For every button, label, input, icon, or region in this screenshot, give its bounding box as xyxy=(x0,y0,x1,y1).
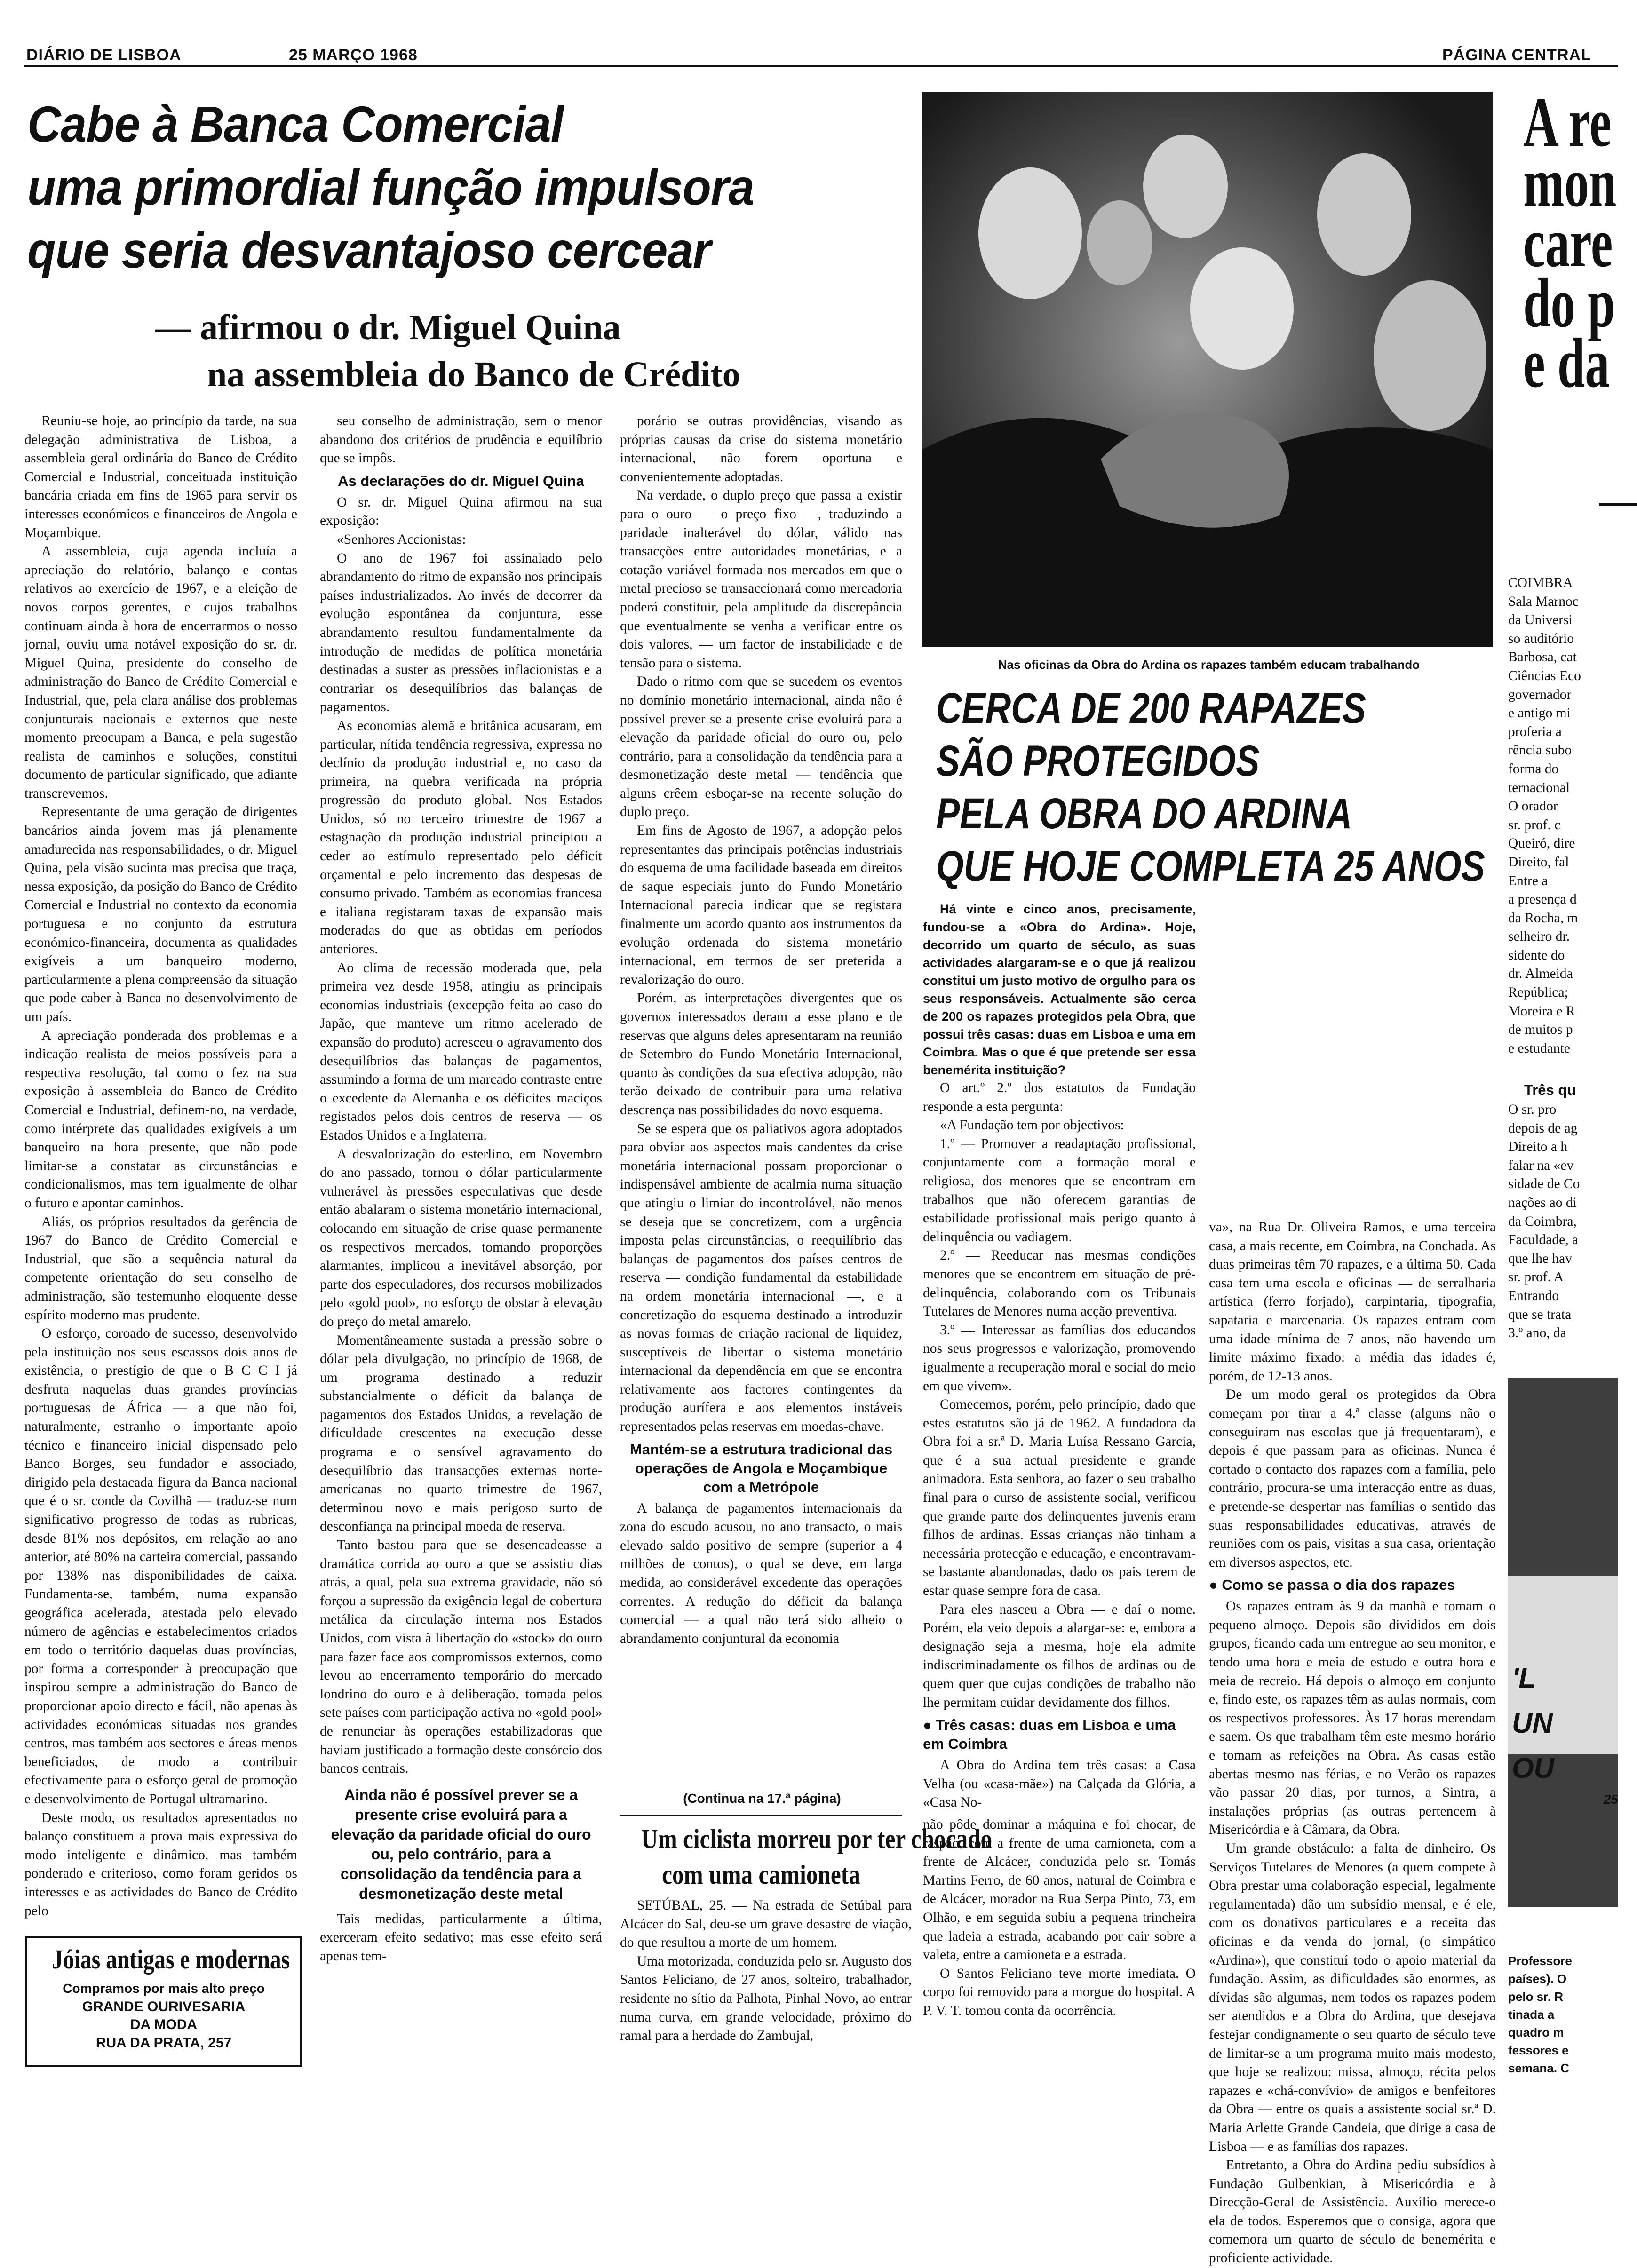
text-line: Entre a xyxy=(1508,873,1548,888)
text-line: sr. prof. c xyxy=(1508,817,1561,833)
ad-address: RUA DA PRATA, 257 xyxy=(95,2035,232,2051)
paragraph: O Santos Feliciano teve morte imediata. O corpo foi removido para a morgue do hospital. A P. V. T. tomou conta da ocorrência. xyxy=(923,1966,1196,2018)
caption-line: Professore xyxy=(1508,1954,1572,1968)
poster-text: OU xyxy=(1512,1753,1554,1784)
ardina-headline-line-1: CERCA DE 200 RAPAZES xyxy=(936,684,1366,732)
text-line: Moreira e R xyxy=(1508,1003,1575,1019)
text-line: e antigo mi xyxy=(1508,706,1571,721)
text-line: Barbosa, cat xyxy=(1508,650,1577,665)
ardina-column-2 xyxy=(1209,1218,1496,2266)
ad-line: DA MODA xyxy=(130,2017,198,2032)
caption-line: fessores e xyxy=(1508,2043,1569,2057)
paragraph: Reuniu-se hoje, ao princípio da tarde, na sua delegação administrativa de Lisboa, a assembleia geral ordinária do Banco de Crédito Comercial e Industrial, conceituada instituição bancária criada em fins de 1965 para servir os interesses económicos e financeiros de Angola e Moçambique. xyxy=(24,413,297,540)
text-line: 3.º ano, da xyxy=(1508,1325,1566,1341)
right-edge-column xyxy=(1508,574,1618,1082)
paragraph: Os rapazes entram às 9 da manhã e tomam o pequeno almoço. Depois são divididos em dois grupos, ficando cada um entregue ao seu monitor, e tendo uma hora e meia de estudo e outra hora e meia de recreio. Há depois o almoço em conjunto e, findo este, os rapazes têm as aulas normais, com os respectivos professores. Às 17 horas merendam e saem. Os que trabalham têm este mesmo horário e tomam as refeições na Obra. As casas estão abertas mesmo nas férias, e no Verão os rapazes vão passar 20 dias, por turnos, a Sintra, a instalações próprias (as outras pertencem à Misericórdia e à Câmara, da Obra. xyxy=(1209,1599,1496,1838)
caption-line: pelo sr. R xyxy=(1508,1990,1564,2004)
poster-illustration xyxy=(1508,1378,1618,1907)
right-headline-line: e da xyxy=(1523,324,1610,402)
lead-column-2 xyxy=(320,412,602,2190)
paragraph: O sr. dr. Miguel Quina afirmou na sua exposição: xyxy=(320,494,602,529)
paragraph: Entretanto, a Obra do Ardina pediu subsídios à Fundação Gulbenkian, à Misericórdia e à Direcção-Geral de Assistência. Auxílio merece-o ela de todos. Esperemos que o consiga, agora que comemora um quarto de século de benemérita e proficiente actividade. xyxy=(1209,2157,1496,2266)
text-line: proferia a xyxy=(1508,724,1562,739)
subheading: As declarações do dr. Miguel Quina xyxy=(338,472,584,489)
text-line: O orador xyxy=(1508,799,1558,814)
text-line: Ciências Eco xyxy=(1508,668,1581,683)
ardina-headline-line-2: SÃO PROTEGIDOS xyxy=(936,737,1260,785)
text-line: sidente do xyxy=(1508,947,1565,963)
masthead-title: DIÁRIO DE LISBOA xyxy=(26,46,182,64)
text-line: so auditório xyxy=(1508,631,1574,646)
ardina-workshop-photo xyxy=(922,92,1493,647)
text-line: O sr. pro xyxy=(1508,1102,1557,1117)
caption-line: países). O xyxy=(1508,1972,1567,1986)
paragraph: A desvalorização do esterlino, em Novembro do ano passado, tornou o dólar particularmente vulnerável às pressões especulativas que desde então abalaram o sistema monetário internacional, colocando em situação de crise quase permanente os respectivos mercados, tomando proporções alarmantes, implicou a inevitável absorção, por parte dos especuladores, dos recursos mobilizados pelo «gold pool», no esforço de obstar à elevação do preço do metal amarelo. xyxy=(320,1146,602,1329)
ad-title: Jóias antigas e modernas xyxy=(52,1944,290,1975)
lead-headline-line-3: que seria desvantajoso cercear xyxy=(27,222,711,278)
paragraph: 2.º — Reeducar nas mesmas condições menores que se encontrem em situação de pré-delinquência, colaborando com os Tribunais Tutelares de Menores numa acção preventiva. xyxy=(923,1248,1196,1319)
lead-headline-line-2: uma primordial função impulsora xyxy=(27,159,754,215)
lead-headline-line-1: Cabe à Banca Comercial xyxy=(27,95,564,152)
paragraph: 3.º — Interessar as famílias dos educandos nos seus progressos e valorização, promovendo igualmente a recuperação moral e social do meio em que vivem». xyxy=(923,1322,1196,1394)
paragraph: O esforço, coroado de sucesso, desenvolvido pela instituição nos seus escassos dois anos de existência, o prestígio de que o B C C I já desfruta naquelas duas grandes províncias portuguesas de África — a que não foi, naturalmente, estranho o importante apoio técnico e financeiro inicial dispensado pelo Banco Borges, seu fundador e associado, dirigido pela destacada figura da Banca nacional que é o sr. conde da Covilhã — traduz-se num significativo progresso de todas as rubricas, desde 81% nos depósitos, em relação ao ano anterior, até 80% na carteira comercial, passando por 138% nas disponibilidades de caixa. Fundamenta-se, também, numa expansão geográfica acelerada, atestada pelo elevado número de agências e estabelecimentos criados em todo o território daquelas duas províncias, por forma a corresponder à preocupação que inspirou sempre a administração do Banco de proporcionar apoio directo e fácil, não apenas às actividades económicas situadas nos grandes centros, mas também aos sectores e áreas menos beneficiados, de modo a contribuir efectivamente para o esforço geral de promoção e desenvolvimento de Portugal ultramarino. xyxy=(24,1326,297,1807)
paragraph: Representante de uma geração de dirigentes bancários ainda jovem mas já plenamente amadurecida nas responsabilidades, o dr. Miguel Quina, pela visão sucinta mas precisa que traça, nessa exposição, da posição do Banco de Crédito Comercial e Industrial no contexto da economia portuguesa e no conjunto da estrutura económico-financeira, documenta as qualidades exigíveis a um banqueiro moderno, particularmente a plena compreensão da situação que pode caber à Banca no desenvolvimento de um país. xyxy=(24,804,298,1024)
paragraph: «Senhores Accionistas: xyxy=(337,531,466,547)
ciclista-column-1 xyxy=(620,1896,912,2207)
paragraph: va», na Rua Dr. Oliveira Ramos, e uma terceira casa, a mais recente, em Coimbra, na Conchada. As duas primeiras têm 70 rapazes, e a última 50. Cada casa tem uma escola e oficinas — de serralharia artística (ferro forjado), carpintaria, tipografia, sapataria e marcenaria. Os rapazes entram com uma idade mínima de 7 anos, não havendo um limite máximo fixado: a média das idades é, porém, de 12-13 anos. xyxy=(1209,1220,1496,1384)
ad-line: GRANDE OURIVESARIA xyxy=(82,1999,246,2014)
text-line: governador xyxy=(1508,687,1572,702)
right-edge-photo xyxy=(1508,1378,1618,1907)
right-headline-line: care xyxy=(1523,204,1613,282)
caption-line: quadro m xyxy=(1508,2025,1564,2039)
ciclista-column-2 xyxy=(923,1816,1196,2206)
lead-column-1 xyxy=(24,412,298,1919)
paragraph: não pôde dominar a máquina e foi chocar, de raspão, com a frente de uma camioneta, com a frente de Alcácer, conduzida pelo sr. Tomás Martins Ferro, de 60 anos, natural de Coimbra e de Alcácer, morador na Rua Serpa Pinto, 73, em Olhão, e em seguida subiu a pequena trincheira que ladeia a estrada, acabando por cair sobre a valeta, entre a camioneta e a estrada. xyxy=(923,1817,1196,1963)
photo-caption: Nas oficinas da Obra do Ardina os rapazes também educam trabalhando xyxy=(998,658,1420,672)
text-line: Direito a h xyxy=(1508,1139,1568,1155)
paragraph: Um grande obstáculo: a falta de dinheiro. Os Serviços Tutelares de Menores (a quem compete à Obra prestar uma colaboração especial, legalmente regulamentada) dão um subsídio mensal, e é ele, com os donativos particulares e a receita das oficinas e da venda do jornal, (o simpático «Ardina»), que constituí todo o apoio material da fundação. Assim, as dificuldades são enormes, as dívidas são algumas, nem todos os rapazes podem ser atendidos e a Obra do Ardina, que desejava festejar condignamente o seu quarto de século teve de limitar-se a um programa muito mais modesto, que hoje se realizou: missa, almoço, récita pelos rapazes e «chá-convívio» de amigos e benfeitores da Obra — entre os quais a assistente social sr.ª D. Maria Arlette Grande Candeia, que dirige a casa de Lisboa — e as famílias dos rapazes. xyxy=(1209,1841,1496,2154)
paragraph: As economias alemã e britânica acusaram, em particular, nítida tendência regressiva, expressa no declínio da produção industrial e, no caso da primeira, na quebra verificada na própria progressão do produto global. Nos Estados Unidos, só no terceiro trimestre de 1967 a estagnação da produção industrial principiou a ceder ao estímulo representado pelo déficit orçamental e pelo incremento das despesas de consumo privado. Também as economias francesa e italiana registaram taxas de expansão mais moderadas do que as obtidas em períodos anteriores. xyxy=(320,718,602,957)
text-line: e estudante xyxy=(1508,1040,1570,1056)
text-line: COIMBRA xyxy=(1508,575,1573,590)
text-line: da Rocha, m xyxy=(1508,910,1578,926)
poster-text: 'L xyxy=(1512,1662,1536,1694)
text-line: da Coimbra, xyxy=(1508,1213,1577,1229)
right-edge-column-2 xyxy=(1508,1101,1618,1364)
subheading: Mantém-se a estrutura tradicional das operações de Angola e Moçambique com a Metrópole xyxy=(629,1441,893,1495)
subheading-text: Como se passa o dia dos rapazes xyxy=(1222,1577,1455,1594)
text-line: depois de ag xyxy=(1508,1120,1578,1136)
lead-subheadline-2: na assembleia do Banco de Crédito xyxy=(207,355,740,394)
text-line: selheiro dr. xyxy=(1508,929,1570,944)
paragraph: Ao clima de recessão moderada que, pela primeira vez desde 1958, atingiu as principais economias industriais (excepção feita ao caso do Japão, que manteve um ritmo acelerado de expansão do produto) acresceu o agravamento dos desequilíbrios das balanças de pagamentos, assumindo a forma de um marcado contraste entre o excedente da Alemanha e os déficites maciços registados pelos dois centros de reserva — os Estados Unidos e a Inglaterra. xyxy=(320,960,602,1143)
text-line: que se trata xyxy=(1508,1307,1572,1322)
paragraph: O art.º 2.º dos estatutos da Fundação responde a esta pergunta: xyxy=(923,1080,1196,1114)
paragraph: «A Fundação tem por objectivos: xyxy=(940,1118,1124,1133)
text-line: Direito, fal xyxy=(1508,854,1569,870)
paragraph: porário se outras providências, visando as próprias causas da crise do sistema monetário internacional, não forem oportuna e convenientemente adoptadas. xyxy=(620,413,902,484)
text-line: ternacional xyxy=(1508,780,1570,795)
paragraph: A assembleia, cuja agenda incluía a apreciação do relatório, balanço e contas relativos ao exercício de 1967, e a eleição de novos corpos gerentes, e cujos trabalhos continuam ainda à hora de encerrarmos o nosso jornal, ouviu uma notável exposição do sr. dr. Miguel Quina, presidente do conselho de administração do Banco de Crédito Comercial e Industrial, que, pela clara análise dos problemas conjunturais nacionais e externos que neste momento preocupam a Banca, e pela sugestão realista de caminhos e soluções, constitui documento de particular significado, que adiante transcrevemos. xyxy=(24,544,297,801)
text-line: rência subo xyxy=(1508,743,1572,758)
ardina-headline xyxy=(936,682,1501,893)
text-line: Sala Marnoc xyxy=(1508,594,1579,609)
paragraph: Comecemos, porém, pelo princípio, dado que estes estatutos são já de 1962. A fundadora da Obra foi a sr.ª D. Maria Luísa Ressano Garcia, que é a sua actual presidente e grande animadora. Esta senhora, ao fazer o seu trabalho final para o curso de assistente social, verificou que grande parte dos delinquentes juvenis eram filhos de ardinas. Essas crianças não tinham a necessária protecção e educação, e encontravam-se bastante abandonadas, dado os pais terem de estar quase sempre fora de casa. xyxy=(923,1397,1196,1599)
lead-column-3 xyxy=(620,412,993,1908)
ardina-headline-line-3: PELA OBRA DO ARDINA xyxy=(936,790,1352,838)
right-edge-dash: — xyxy=(1599,480,1637,522)
text-line: Entrando xyxy=(1508,1288,1559,1303)
text-line: sidade de Co xyxy=(1508,1176,1580,1192)
paragraph: Deste modo, os resultados apresentados no balanço constituem a prova mais expressiva do modo inteligente e dinâmico, mas também ponderado e criterioso, como foram geridos os interesses e as actividades do Banco de Crédito pelo xyxy=(24,1810,297,1919)
paragraph: Tanto bastou para que se desencadeasse a dramática corrida ao ouro a que se assistiu dias atrás, a qual, pela sua extrema gravidade, não só forçou a supressão da exigência legal de cobertura metálica da circulação interna nos Estados Unidos, com vista à libertação do «stock» do ouro para fazer face aos compromissos externos, como levou ao encerramento temporário do mercado londrino do ouro e à deliberação, tomada pelos sete países com participação activa no «gold pool» de renunciar às operações estabilizadoras que haviam justificado a formação deste consórcio dos bancos centrais. xyxy=(320,1538,602,1776)
section-label: PÁGINA CENTRAL xyxy=(1442,46,1591,64)
paragraph: Dado o ritmo com que se sucedem os eventos no domínio monetário internacional, ainda não é possível prever se a presente crise evoluirá para a elevação da paridade oficial do ouro ou, pelo contrário, para a consolidação da tendência para a desmonetização deste metal — tendência que alguns crêem esboçar-se na recente solução do duplo preço. xyxy=(620,674,902,820)
jewellery-ad xyxy=(25,1936,302,2067)
ciclista-headline-line-1: Um ciclista morreu por ter chocado xyxy=(641,1824,993,1854)
paragraph: A Obra do Ardina tem três casas: a Casa Velha (ou «casa-mãe») na Calçada da Glória, a «Casa No- xyxy=(923,1758,1196,1810)
ciclista-headline-line-2: com uma camioneta xyxy=(662,1859,860,1890)
paragraph: Uma motorizada, conduzida pelo sr. Augusto dos Santos Feliciano, de 27 anos, solteiro, trabalhador, residente no sítio da Palhota, Pinhal Novo, ao entrar numa curva, em grande velocidade, próximo do ramal para a herdade do Zambujal, xyxy=(620,1953,912,2044)
right-edge-subheading: Três qu xyxy=(1524,1082,1576,1098)
poster-text: 25 xyxy=(1603,1792,1618,1807)
paragraph: De um modo geral os protegidos da Obra começam por tirar a 4.ª classe (alguns não o conseguiram nas escolas que já frequentaram), e depois é que passam para as oficinas. Nunca é cortado o contacto dos rapazes com a família, pelo contrário, procura-se uma interacção entre as duas, e pretende-se despertar nas famílias o sentido das suas responsabilidades educativas, através de reuniões com os pais, visitas a sua casa, orientação em diversos aspectos, etc. xyxy=(1209,1387,1496,1570)
paragraph: A balança de pagamentos internacionais da zona do escudo acusou, no ano transacto, o mais elevado saldo positivo de sempre (superior a 4 milhões de contos), o qual se deve, em larga medida, ao considerável excedente das operações correntes. A redução do déficit da balança comercial — a qual não terá sido alheio o abrandamento conjuntural da economia xyxy=(620,1500,902,1646)
text-line: sr. prof. A xyxy=(1508,1269,1564,1285)
continua-note: (Continua na 17.ª página) xyxy=(683,1791,841,1806)
right-headline-line: do p xyxy=(1523,264,1615,342)
paragraph: Para eles nasceu a Obra — e daí o nome. Porém, ela veio depois a alargar-se: e, embora a designação seja a mesma, hoje ela admite indiscriminadamente os filhos de ardinas ou de quem quer que cujas condições de trabalho não lhe permitam cuidar devidamente dos filhos. xyxy=(923,1602,1196,1710)
paragraph: Se se espera que os paliativos agora adoptados para obviar aos aspectos mais candentes da crise monetária internacional possam proporcionar o indispensável ambiente de acalmia numa situação que atingiu o limiar do incontrolável, não menos se deseja que se concretizem, com a urgência imposta pelas circunstâncias, o reequilíbrio das balanças de pagamentos dos países centros de reserva — condição fundamental da estabilidade na ordem monetária internacional —, e a concretização do esquema destinado a introduzir as novas formas de criação racional de liquidez, susceptíveis de libertar o sistema monetário internacional da dependência em que se encontra relativamente aos factores contingentes da produção aurífera e aos elementos instáveis representados pelas reservas em moedas-chave. xyxy=(620,1121,902,1435)
paragraph: Aliás, os próprios resultados da gerência de 1967 do Banco de Crédito Comercial e Industrial, que são a sequência natural da competente orientação do seu conselho de administração, são testemunho eloquente desse espírito moderno mas prudente. xyxy=(24,1214,297,1323)
header-rule xyxy=(24,65,1618,67)
column-rule xyxy=(620,1815,902,1816)
paragraph: Momentâneamente sustada a pressão sobre o dólar pela divulgação, no princípio de 1968, de um programa destinado a reduzir substancialmente o déficit da balança de pagamentos dos Estados Unidos, a revelação de dificuldade crescentes na execução desse programa e o sensível agravamento do desequilíbrio das transacções externas norte-americanas no quarto trimestre de 1967, determinou novo e mais perigoso surto de desconfiança na principal moeda de reserva. xyxy=(320,1332,602,1534)
subheading: ● Três casas: duas em Lisboa e uma em Coimbra xyxy=(923,1717,1176,1753)
paragraph: 1.º — Promover a readaptação profissional, conjuntamente com a formação moral e religiosa, dos menores que se encontram em trabalhos que não oferecem garantias de estabilidade profissional mais perigo quanto à delinquência ou vadiagem. xyxy=(923,1136,1196,1245)
paragraph: Porém, as interpretações divergentes que os governos interessados deram a esse plano e de reservas que alguns deles apresentaram na reunião de Setembro do Fundo Monetário Internacional, quanto às condições da sua efectiva adopção, não terão deixado de contribuir para uma relativa descrença nas possibilidades do novo esquema. xyxy=(620,991,902,1118)
caption-line: tinada a xyxy=(1508,2007,1555,2022)
text-line: falar na «ev xyxy=(1508,1158,1574,1173)
ardina-headline-line-4: QUE HOJE COMPLETA 25 ANOS xyxy=(936,842,1485,890)
text-line: que lhe hav xyxy=(1508,1251,1572,1266)
paragraph: SETÚBAL, 25. — Na estrada de Setúbal para Alcácer do Sal, deu-se um grave desastre de viação, do que resultou a morte de um homem. xyxy=(620,1898,912,1951)
text-line: a presença d xyxy=(1508,892,1577,907)
lead-headline xyxy=(27,94,921,280)
paragraph: A apreciação ponderada dos problemas e a indicação realista de meios possíveis para a respectiva resolução, tal como o fez na sua exposição à assembleia do Banco de Crédito Comercial e Industrial, definem-no, na verdade, como intérprete das qualidades exigíveis a um banqueiro na hora presente, que não pode limitar-se a constatar as circunstâncias e condicionalismos, mas tem igualmente de olhar o futuro e apontar caminhos. xyxy=(24,1028,297,1211)
text-line: Queiró, dire xyxy=(1508,836,1575,851)
right-headline-line: mon xyxy=(1523,143,1617,222)
paragraph: O ano de 1967 foi assinalado pelo abrandamento do ritmo de expansão nos principais países industrializados. Ao invés de decorrer da evolução espontânea da conjuntura, esse abrandamento resultou fundamentalmente da introdução de medidas de política monetária destinadas a suster as pressões inflacionistas e a contrariar os desequilíbrios das balanças de pagamentos. xyxy=(320,550,602,715)
paragraph: Tais medidas, particularmente a última, exerceram efeito sedativo; mas esse efeito será apenas tem- xyxy=(320,1911,602,1964)
pull-quote: Ainda não é possível prever se a presente crise evoluirá para a elevação da paridade oficial do ouro ou, pelo contrário, para a consolidação da tendência para a desmonetização deste metal xyxy=(331,1786,591,1902)
text-line: dr. Almeida xyxy=(1508,966,1573,982)
subheading-text: Três casas: duas em Lisboa e uma em Coimbra xyxy=(923,1717,1176,1753)
caption-line: semana. C xyxy=(1508,2061,1570,2075)
text-line: Faculdade, a xyxy=(1508,1232,1579,1248)
poster-lettering xyxy=(1512,1656,1618,1808)
text-line: nações ao di xyxy=(1508,1195,1577,1210)
paragraph: Em fins de Agosto de 1967, a adopção pelos representantes das principais potências industriais do esquema de uma facilidade baseada em direitos de saque especiais junto do Fundo Monetário Internacional parecia indicar que se registara finalmente um acordo quanto aos instrumentos da evolução ordenada do sistema monetário internacional, em termos de ser preterida a revalorização do ouro. xyxy=(620,823,902,987)
paragraph: Na verdade, o duplo preço que passa a existir para o ouro — o preço fixo —, traduzindo a paridade inalterável do dólar, válido nas transacções entre autoridades monetárias, e a cotação variável formada nos mercados em que o metal precioso se transaccionará como mercadoria poderá constituir, pela amplitude da discrepância que eventualmente se venha a verificar entre os dois valores, — um factor de instabilidade e de tensão para o sistema. xyxy=(620,488,902,671)
page-date: 25 MARÇO 1968 xyxy=(289,46,418,64)
poster-text: UN xyxy=(1512,1707,1553,1739)
ardina-intro: Há vinte e cinco anos, precisamente, fundou-se a «Obra do Ardina». Hoje, decorrido um quarto de século, as suas actividades alargaram-se e o que já realizou constitui um justo motivo de orgulho para os seus responsáveis. Actualmente são cerca de 200 os rapazes protegidos pela Obra, que possui três casas: duas em Lisboa e uma em Coimbra. Mas o que é que pretende ser essa benemérita instituição? xyxy=(923,902,1196,1077)
text-line: de muitos p xyxy=(1508,1022,1573,1038)
photo-illustration xyxy=(922,92,1493,647)
right-edge-caption xyxy=(1508,1952,1618,2077)
ardina-column-1 xyxy=(923,900,1196,1813)
text-line: República; xyxy=(1508,985,1568,1000)
text-line: forma do xyxy=(1508,761,1559,777)
ciclista-headline xyxy=(620,1821,993,1893)
right-headline-line: A re xyxy=(1523,83,1612,161)
text-line: da Universi xyxy=(1508,612,1573,628)
lead-subheadline-1: — afirmou o dr. Miguel Quina xyxy=(155,308,621,347)
ad-line: Compramos por mais alto preço xyxy=(63,1981,265,1996)
paragraph: seu conselho de administração, sem o menor abandono dos critérios de prudência e equilíbrio que se impôs. xyxy=(320,413,602,466)
subheading: ● Como se passa o dia dos rapazes xyxy=(1209,1577,1455,1594)
